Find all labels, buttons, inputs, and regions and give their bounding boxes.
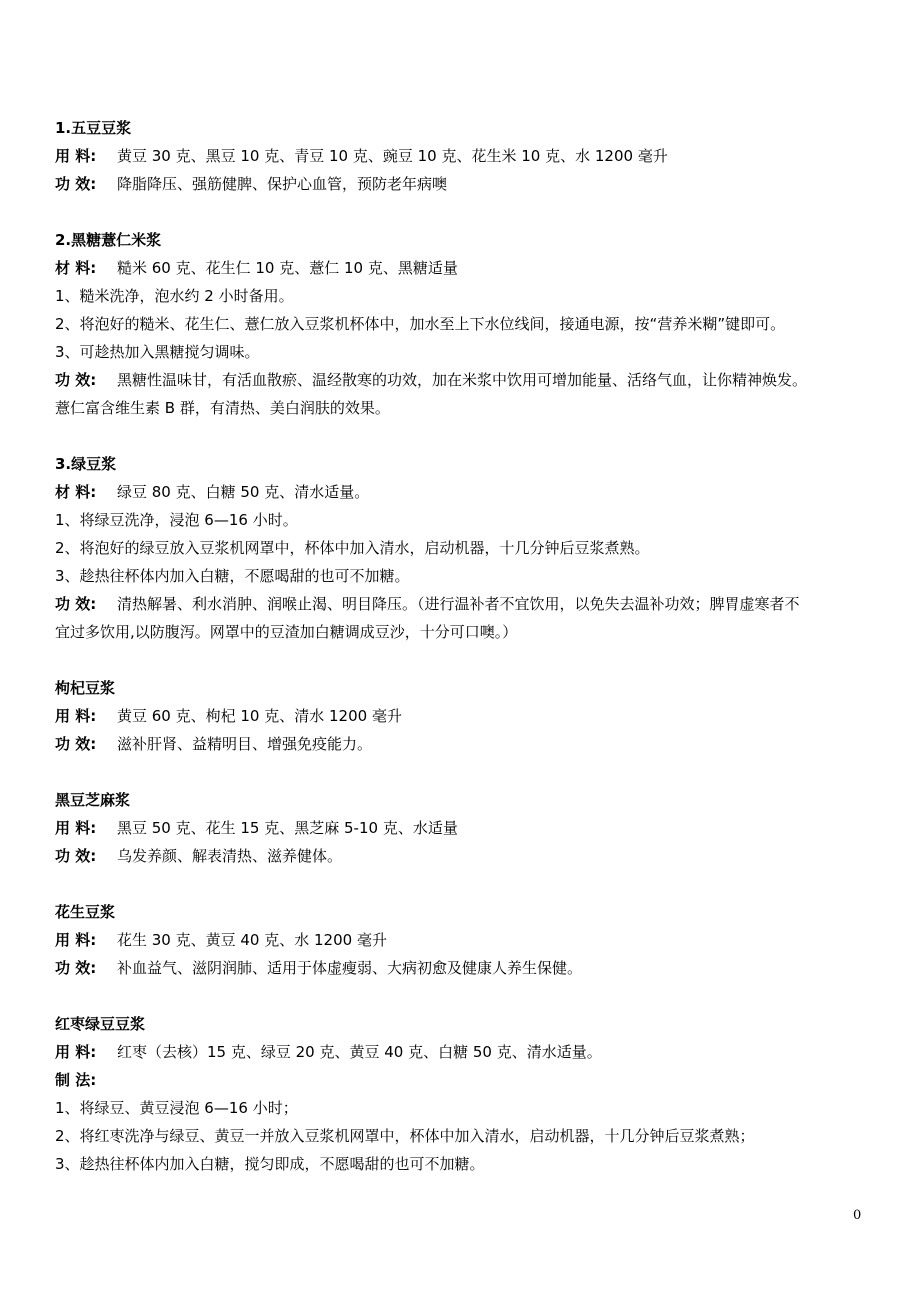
field-label: 用 料: — [55, 707, 97, 725]
recipe-line — [55, 534, 875, 562]
recipe-title: 黑豆芝麻浆 — [55, 791, 131, 809]
line-text: 乌发养颜、解表清热、滋养健体。 — [117, 847, 343, 865]
line-text: 薏仁富含维生素 B 群，有清热、美白润肤的效果。 — [55, 399, 390, 417]
line-text: 1、将绿豆洗净，浸泡 6—16 小时。 — [55, 511, 298, 529]
line-text: 黄豆 60 克、枸杞 10 克、清水 1200 毫升 — [117, 707, 402, 725]
field-label: 功 效: — [55, 371, 97, 389]
line-text: 3、趁热往杯体内加入白糖，搅匀即成，不愿喝甜的也可不加糖。 — [55, 1155, 485, 1173]
recipe-line — [55, 730, 875, 758]
recipe-line — [55, 562, 875, 590]
field-label: 功 效: — [55, 175, 97, 193]
line-text: 清热解暑、利水消肿、润喉止渴、明目降压。（进行温补者不宜饮用，以免失去温补功效；脾胃虚寒者不 — [117, 595, 800, 613]
line-text: 黄豆 30 克、黑豆 10 克、青豆 10 克、豌豆 10 克、花生米 10 克、水 1200 毫升 — [117, 147, 668, 165]
recipe-line — [55, 1122, 875, 1150]
recipe-line — [55, 506, 875, 534]
recipe-title: 枸杞豆浆 — [55, 679, 116, 697]
field-label: 材 料: — [55, 259, 97, 277]
line-text: 黑糖性温味甘，有活血散瘀、温经散寒的功效，加在米浆中饮用可增加能量、活络气血，让你精神焕发。 — [117, 371, 808, 389]
line-text: 2、将泡好的糙米、花生仁、薏仁放入豆浆机杯体中，加水至上下水位线间，接通电源，按“营养米糊”键即可。 — [55, 315, 786, 333]
recipe-title: 2.黑糖薏仁米浆 — [55, 231, 162, 249]
line-text: 宜过多饮用,以防腹泻。网罩中的豆渣加白糖调成豆沙，十分可口噢。） — [55, 623, 518, 641]
recipe-title: 3.绿豆浆 — [55, 455, 117, 473]
field-label: 用 料: — [55, 819, 97, 837]
recipe-line — [55, 254, 875, 282]
recipe-line — [55, 478, 875, 506]
page-number: 0 — [853, 1208, 862, 1223]
recipe-line — [55, 282, 875, 310]
recipe-section — [55, 114, 875, 198]
line-text: 滋补肝肾、益精明目、增强免疫能力。 — [117, 735, 373, 753]
recipe-section — [55, 898, 875, 982]
recipe-line — [55, 618, 875, 646]
line-text: 黑豆 50 克、花生 15 克、黑芝麻 5-10 克、水适量 — [117, 819, 458, 837]
recipe-title: 花生豆浆 — [55, 903, 116, 921]
recipe-line — [55, 954, 875, 982]
field-label: 功 效: — [55, 959, 97, 977]
recipe-section — [55, 674, 875, 758]
recipe-line — [55, 1150, 875, 1178]
field-label: 用 料: — [55, 147, 97, 165]
line-text: 糙米 60 克、花生仁 10 克、薏仁 10 克、黑糖适量 — [117, 259, 458, 277]
line-text: 补血益气、滋阴润肺、适用于体虚瘦弱、大病初愈及健康人养生保健。 — [117, 959, 583, 977]
recipe-line — [55, 142, 875, 170]
field-label: 材 料: — [55, 483, 97, 501]
field-label: 用 料: — [55, 931, 97, 949]
recipe-line — [55, 590, 875, 618]
recipe-line — [55, 842, 875, 870]
recipe-line — [55, 338, 875, 366]
line-text: 绿豆 80 克、白糖 50 克、清水适量。 — [117, 483, 370, 501]
recipe-section — [55, 786, 875, 870]
line-text: 3、可趁热加入黑糖搅匀调味。 — [55, 343, 260, 361]
line-text: 红枣（去核）15 克、绿豆 20 克、黄豆 40 克、白糖 50 克、清水适量。 — [117, 1043, 602, 1061]
field-label: 功 效: — [55, 735, 97, 753]
line-text: 降脂降压、强筋健脾、保护心血管，预防老年病噢 — [117, 175, 448, 193]
field-label: 用 料: — [55, 1043, 97, 1061]
field-label: 功 效: — [55, 847, 97, 865]
document-body — [55, 114, 875, 1206]
field-label: 制 法: — [55, 1071, 97, 1089]
line-text: 3、趁热往杯体内加入白糖，不愿喝甜的也可不加糖。 — [55, 567, 410, 585]
recipe-line — [55, 702, 875, 730]
recipe-section — [55, 1010, 875, 1178]
recipe-line — [55, 366, 875, 394]
line-text: 2、将红枣洗净与绿豆、黄豆一并放入豆浆机网罩中，杯体中加入清水，启动机器，十几分钟后豆浆煮熟； — [55, 1127, 755, 1145]
recipe-section — [55, 226, 875, 422]
recipe-line — [55, 1038, 875, 1066]
field-label: 功 效: — [55, 595, 97, 613]
recipe-line — [55, 1066, 875, 1094]
recipe-line — [55, 926, 875, 954]
line-text: 1、将绿豆、黄豆浸泡 6—16 小时； — [55, 1099, 298, 1117]
line-text: 花生 30 克、黄豆 40 克、水 1200 毫升 — [117, 931, 387, 949]
recipe-line — [55, 1094, 875, 1122]
recipe-line — [55, 394, 875, 422]
recipe-title: 1.五豆豆浆 — [55, 119, 132, 137]
recipe-title: 红枣绿豆豆浆 — [55, 1015, 146, 1033]
line-text: 1、糙米洗净，泡水约 2 小时备用。 — [55, 287, 294, 305]
recipe-line — [55, 310, 875, 338]
recipe-line — [55, 170, 875, 198]
recipe-section — [55, 450, 875, 646]
line-text: 2、将泡好的绿豆放入豆浆机网罩中，杯体中加入清水，启动机器，十几分钟后豆浆煮熟。 — [55, 539, 650, 557]
recipe-line — [55, 814, 875, 842]
